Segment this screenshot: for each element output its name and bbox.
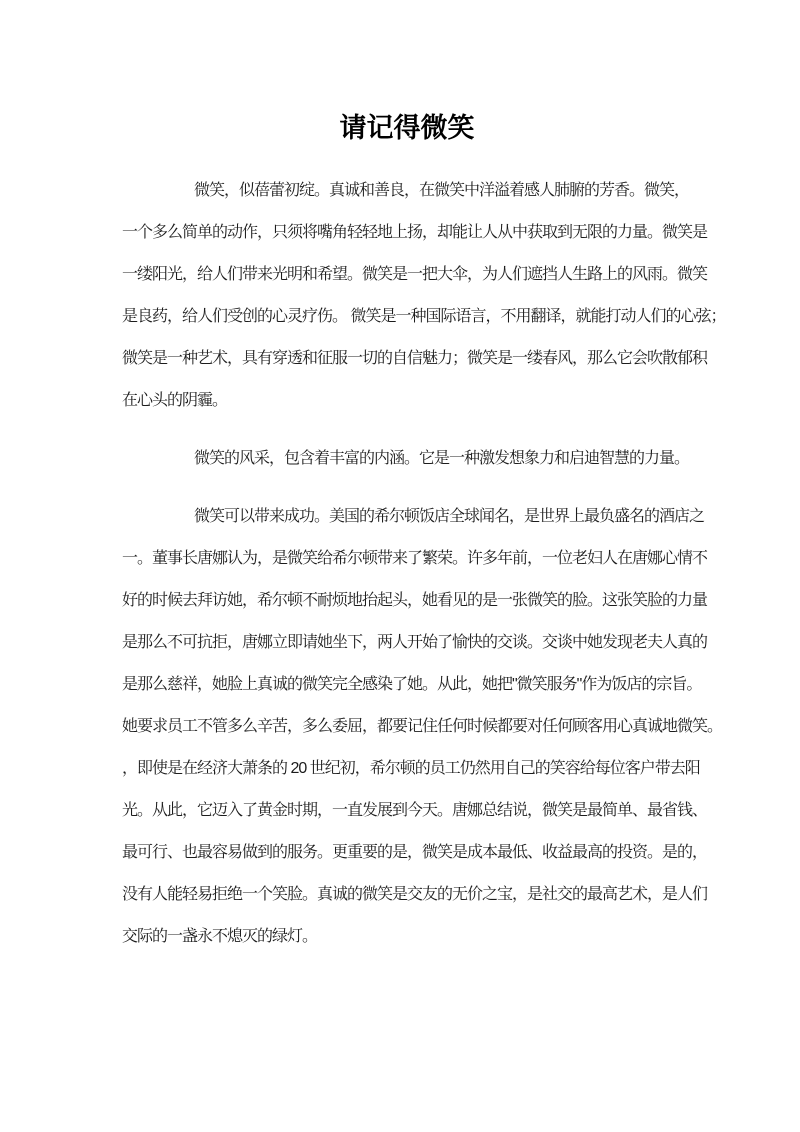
text-line: 是良药，给人们受创的心灵疗伤。 微笑是一种国际语言，不用翻译，就能打动人们的心弦； xyxy=(122,308,726,325)
paragraph-charm xyxy=(122,438,692,480)
paragraph-intro xyxy=(122,170,726,422)
text-line: 光。从此，它迈入了黄金时期，一直发展到今天。唐娜总结说，微笑是最简单、最省钱、 xyxy=(122,802,708,819)
paragraph-hilton-story xyxy=(122,496,723,958)
text-line: 一。董事长唐娜认为，是微笑给希尔顿带来了繁荣。许多年前，一位老妇人在唐娜心情不 xyxy=(122,550,708,567)
text-line: 一个多么简单的动作，只须将嘴角轻轻地上扬，却能让人从中获取到无限的力量。微笑是 xyxy=(122,224,708,241)
text-line: 是那么慈祥，她脸上真诚的微笑完全感染了她。从此，她把"微笑服务"作为饭店的宗旨。 xyxy=(122,676,702,693)
text-line: 好的时候去拜访她，希尔顿不耐烦地抬起头，她看见的是一张微笑的脸。这张笑脸的力量 xyxy=(122,592,708,609)
text-line: 交际的一盏永不熄灭的绿灯。 xyxy=(122,928,318,945)
text-line: 是那么不可抗拒，唐娜立即请她坐下，两人开始了愉快的交谈。交谈中她发现老夫人真的 xyxy=(122,634,708,651)
text-line: 最可行、也最容易做到的服务。更重要的是，微笑是成本最低、收益最高的投资。是的， xyxy=(122,844,708,861)
document-title: 请记得微笑 xyxy=(339,113,475,143)
text-line: 微笑的风采，包含着丰富的内涵。它是一种激发想象力和启迪智慧的力量。 xyxy=(194,450,690,467)
text-line: ，即使是在经济大萧条的 20 世纪初，希尔顿的员工仍然用自己的笑容给每位客户带去阳 xyxy=(122,760,700,777)
text-line: 微笑，似蓓蕾初绽。真诚和善良，在微笑中洋溢着感人肺腑的芳香。微笑， xyxy=(194,182,690,199)
text-line: 一缕阳光，给人们带来光明和希望。微笑是一把大伞，为人们遮挡人生路上的风雨。微笑 xyxy=(122,266,708,283)
text-line: 在心头的阴霾。 xyxy=(122,392,228,409)
text-line: 微笑是一种艺术，具有穿透和征服一切的自信魅力；微笑是一缕春风，那么它会吹散郁积 xyxy=(122,350,708,367)
text-line: 她要求员工不管多么辛苦，多么委屈，都要记住任何时候都要对任何顾客用心真诚地微笑。 xyxy=(122,718,723,735)
text-line: 微笑可以带来成功。美国的希尔顿饭店全球闻名，是世界上最负盛名的酒店之 xyxy=(194,508,705,525)
text-line: 没有人能轻易拒绝一个笑脸。真诚的微笑是交友的无价之宝，是社交的最高艺术，是人们 xyxy=(122,886,708,903)
